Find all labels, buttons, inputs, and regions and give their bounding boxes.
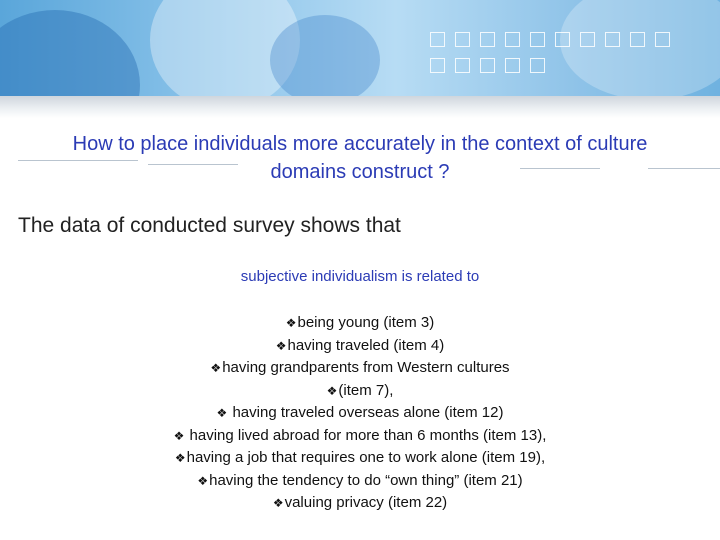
list-item: ❖ having lived abroad for more than 6 months (item 13), (173, 426, 547, 444)
diamond-bullet-icon: ❖ (326, 383, 338, 398)
intro-text: subjective individualism is related to (240, 268, 480, 285)
slide-title (10, 130, 710, 186)
bullet-list (0, 312, 720, 515)
list-item: ❖having a job that requires one to work alone (item 19), (174, 449, 546, 466)
slide-title-line-1: How to place individuals more accurately in the context of culture (72, 133, 648, 155)
list-item: ❖having the tendency to do “own thing” (item 21) (197, 471, 523, 489)
diamond-bullet-icon: ❖ (173, 428, 185, 443)
decorative-squares-top (430, 32, 670, 47)
diamond-bullet-icon: ❖ (197, 473, 209, 488)
slide-title-line-2: domains construct ? (270, 161, 450, 183)
person-silhouette-left (0, 10, 140, 96)
list-item: ❖having traveled (item 4) (275, 336, 445, 354)
slide-subheading: The data of conducted survey shows that (18, 214, 401, 237)
list-item: ❖being young (item 3) (285, 314, 435, 331)
list-item: ❖(item 7), (326, 381, 394, 399)
list-item: ❖having grandparents from Western cultures (210, 359, 510, 376)
light-glow-right (560, 0, 720, 96)
header-banner-image (0, 0, 720, 96)
decorative-squares-bottom (430, 58, 545, 73)
diamond-bullet-icon: ❖ (272, 496, 284, 510)
banner-shadow-band (0, 96, 720, 118)
diamond-bullet-icon: ❖ (216, 406, 228, 420)
diamond-bullet-icon: ❖ (174, 451, 186, 465)
diamond-bullet-icon: ❖ (285, 316, 297, 330)
list-item: ❖valuing privacy (item 22) (272, 494, 448, 511)
diamond-bullet-icon: ❖ (275, 338, 287, 353)
diamond-bullet-icon: ❖ (210, 361, 222, 375)
person-silhouette-center (270, 15, 380, 96)
list-item: ❖ having traveled overseas alone (item 12) (216, 404, 504, 421)
